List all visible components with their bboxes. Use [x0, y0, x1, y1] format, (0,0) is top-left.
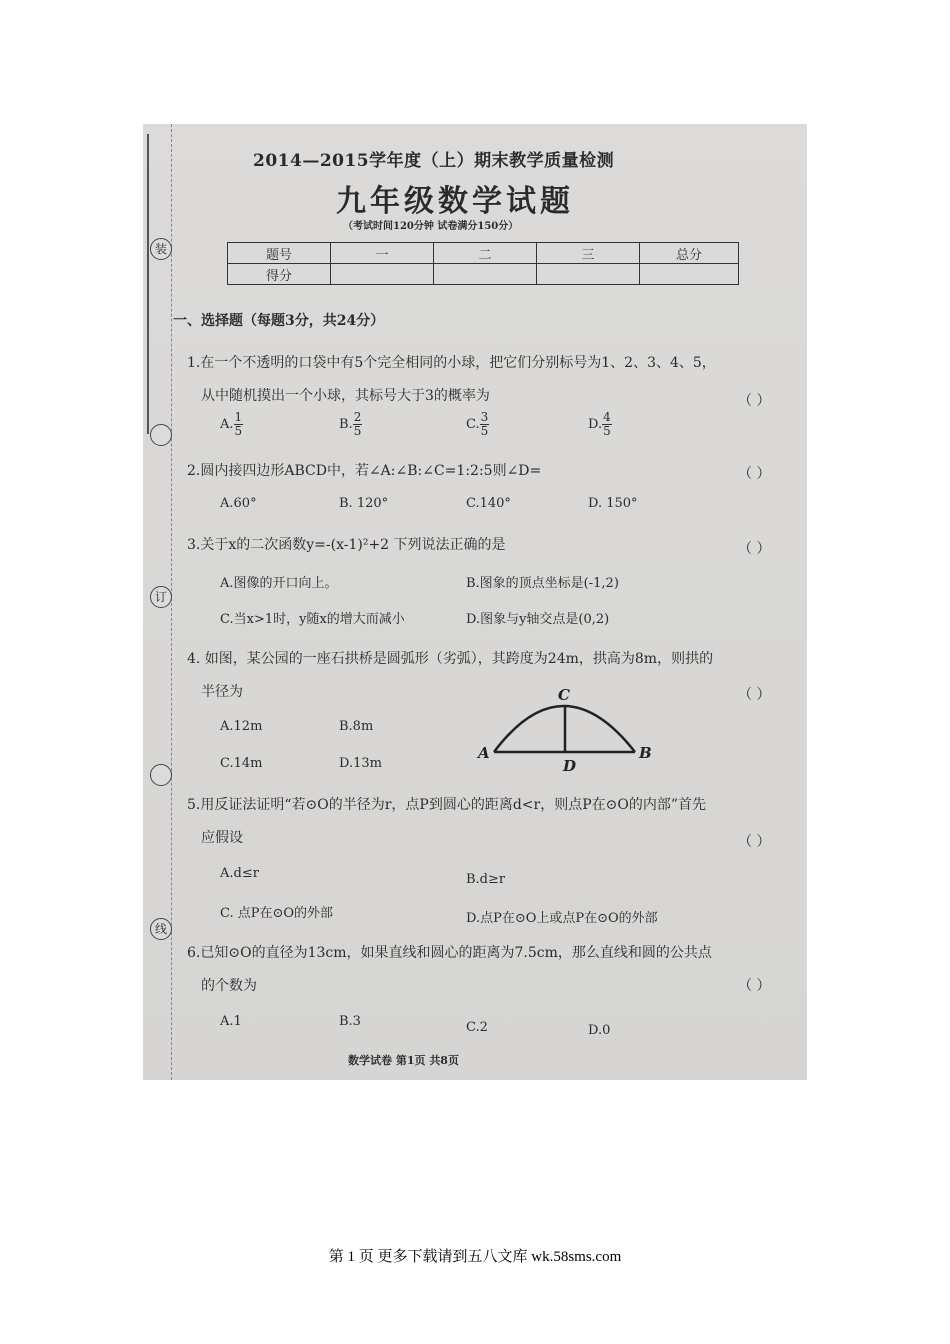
binding-mark-ding: 订	[150, 586, 172, 608]
binding-mark-zhuang: 装	[150, 238, 172, 260]
option-1b	[339, 411, 362, 438]
option-label: A.	[220, 417, 234, 432]
score-table-header: 二	[434, 243, 537, 264]
option-3d: D.图象与y轴交点是(0,2)	[466, 612, 610, 627]
option-2b: B. 120°	[339, 496, 389, 511]
option-5c: C. 点P在⊙O的外部	[220, 906, 334, 921]
option-2c: C.140°	[466, 496, 511, 511]
page-footer: 第 1 页 更多下载请到五八文库 wk.58sms.com	[328, 1249, 622, 1265]
score-table-header-row	[228, 243, 739, 264]
point-c-label: C	[558, 686, 570, 704]
option-label: C.	[466, 417, 480, 432]
score-table	[227, 242, 739, 285]
binding-hole	[150, 764, 172, 786]
option-5d: D.点P在⊙O上或点P在⊙O的外部	[466, 911, 658, 926]
binding-edge	[147, 134, 149, 434]
question-5-line-2: 应假设	[201, 830, 243, 846]
bridge-arc-figure	[473, 680, 663, 772]
point-d-label: D	[563, 757, 577, 772]
answer-paren: （ ）	[738, 687, 771, 703]
numerator: 2	[353, 410, 362, 424]
fraction	[602, 411, 612, 438]
binding-line	[171, 124, 173, 1080]
binding-hole	[150, 424, 172, 446]
score-table-header: 一	[331, 243, 434, 264]
fraction	[480, 411, 490, 438]
option-6c: C.2	[466, 1020, 488, 1035]
option-3c: C.当x>1时，y随x的增大而减小	[220, 612, 405, 627]
denominator: 5	[234, 424, 243, 438]
option-2a: A.60°	[220, 496, 257, 511]
exam-title: 2014—2015学年度（上）期末教学质量检测	[253, 151, 615, 171]
option-1a	[220, 411, 243, 438]
option-4d: D.13m	[339, 756, 382, 771]
answer-paren: （ ）	[738, 393, 771, 409]
score-table-header: 总分	[640, 243, 739, 264]
point-b-label: B	[639, 744, 652, 762]
denominator: 5	[353, 424, 362, 438]
answer-paren: （ ）	[738, 978, 771, 994]
score-cell	[331, 264, 434, 285]
numerator: 4	[603, 410, 611, 424]
option-4b: B.8m	[339, 719, 374, 734]
option-6b: B.3	[339, 1014, 361, 1029]
option-6d: D.0	[588, 1023, 611, 1038]
question-4-line-2: 半径为	[201, 684, 243, 700]
exam-subtitle: 九年级数学试题	[336, 184, 574, 219]
score-cell	[537, 264, 640, 285]
fraction	[353, 411, 363, 438]
option-4c: C.14m	[220, 756, 263, 771]
fraction	[234, 411, 244, 438]
numerator: 1	[234, 410, 243, 424]
binding-mark-xian: 线	[150, 918, 172, 940]
question-3-line-1: 3.关于x的二次函数y=-(x-1)²+2 下列说法正确的是	[187, 537, 506, 553]
question-1-line-1: 1.在一个不透明的口袋中有5个完全相同的小球，把它们分别标号为1、2、3、4、5，	[187, 355, 716, 371]
question-2-line-1: 2.圆内接四边形ABCD中，若∠A:∠B:∠C=1:2:5则∠D=	[187, 463, 542, 479]
question-5-line-1: 5.用反证法证明“若⊙O的半径为r，点P到圆心的距离d<r，则点P在⊙O的内部”首先	[187, 797, 707, 813]
option-3b: B.图象的顶点坐标是(-1,2)	[466, 576, 619, 591]
answer-paren: （ ）	[738, 466, 771, 482]
score-table-header: 三	[537, 243, 640, 264]
question-1-line-2: 从中随机摸出一个小球，其标号大于3的概率为	[201, 388, 490, 404]
exam-info: （考试时间120分钟 试卷满分150分）	[343, 221, 519, 232]
denominator: 5	[480, 424, 489, 438]
option-5a: A.d≤r	[220, 866, 259, 881]
answer-paren: （ ）	[738, 541, 771, 557]
option-6a: A.1	[220, 1014, 242, 1029]
exam-page-footer: 数学试卷 第1页 共8页	[348, 1054, 459, 1067]
option-label: B.	[339, 417, 353, 432]
score-table-header: 题号	[228, 243, 331, 264]
question-4-line-1: 4. 如图，某公园的一座石拱桥是圆弧形（劣弧），其跨度为24m，拱高为8m，则拱的	[187, 651, 714, 667]
option-5b: B.d≥r	[466, 872, 506, 887]
score-cell	[434, 264, 537, 285]
question-6-line-2: 的个数为	[201, 978, 257, 994]
option-1d	[588, 411, 612, 438]
score-cell	[640, 264, 739, 285]
option-3a: A.图像的开口向上。	[220, 576, 338, 591]
option-1c	[466, 411, 489, 438]
section-heading: 一、选择题（每题3分，共24分）	[173, 313, 385, 329]
option-2d: D. 150°	[588, 496, 638, 511]
question-6-line-1: 6.已知⊙O的直径为13cm，如果直线和圆心的距离为7.5cm，那么直线和圆的公共点	[187, 945, 712, 961]
denominator: 5	[603, 424, 611, 438]
score-table-score-row	[228, 264, 739, 285]
point-a-label: A	[478, 744, 490, 762]
option-label: D.	[588, 417, 603, 432]
score-row-label: 得分	[228, 264, 331, 285]
numerator: 3	[480, 410, 489, 424]
option-4a: A.12m	[220, 719, 263, 734]
exam-photo	[143, 124, 807, 1080]
answer-paren: （ ）	[738, 834, 771, 850]
